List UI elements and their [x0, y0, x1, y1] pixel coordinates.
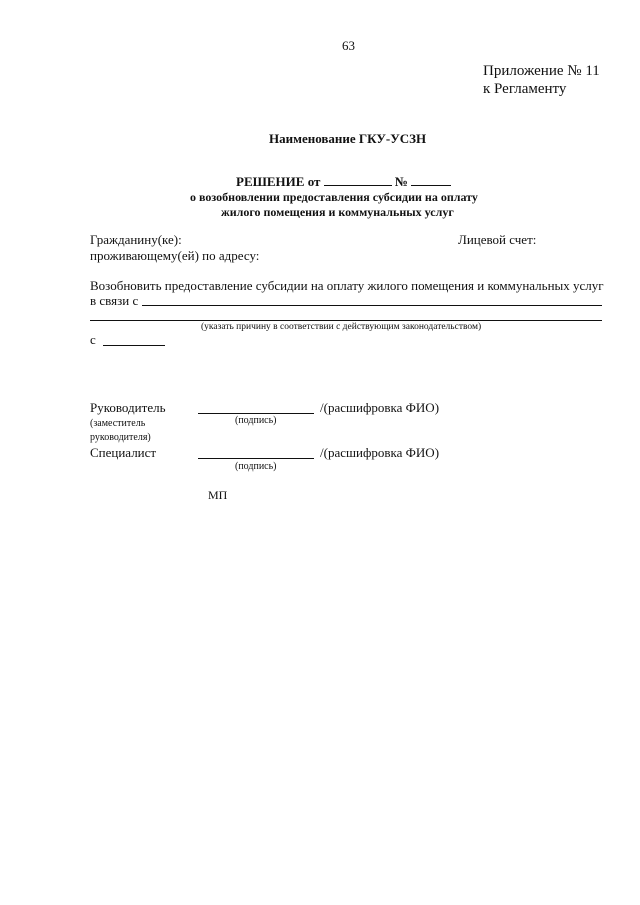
- appendix-line2: к Регламенту: [483, 81, 567, 97]
- resume-text: Возобновить предоставление субсидии на оплату жилого помещения и коммунальных услуг: [90, 278, 604, 293]
- decision-date-blank: [324, 185, 392, 186]
- head-signature-hint: (подпись): [235, 415, 277, 426]
- decision-title: [236, 174, 451, 190]
- address-label: проживающему(ей) по адресу:: [90, 248, 260, 263]
- decision-number-blank: [411, 185, 451, 186]
- decision-subtitle-2: жилого помещения и коммунальных услуг: [221, 205, 454, 219]
- appendix-line1: Приложение № 11: [483, 63, 600, 79]
- decision-title-prefix: РЕШЕНИЕ от: [236, 174, 321, 189]
- decision-number-sign: №: [394, 174, 408, 189]
- reason-hint: (указать причину в соответствии с действующим законодательством): [201, 322, 482, 332]
- date-blank: [103, 345, 165, 346]
- org-name: Наименование ГКУ-УСЗН: [269, 131, 427, 146]
- account-label: Лицевой счет:: [458, 232, 537, 247]
- specialist-signature-hint: (подпись): [235, 461, 277, 472]
- page-number: 63: [342, 38, 355, 53]
- date-prefix: с: [90, 332, 96, 347]
- reason-blank-1: [142, 305, 602, 306]
- specialist-signature-line: [198, 458, 314, 459]
- head-label: Руководитель: [90, 400, 166, 415]
- deputy-label-2: руководителя): [90, 432, 151, 443]
- reason-prefix: в связи с: [90, 293, 139, 308]
- reason-blank-2: [90, 320, 602, 321]
- head-signature-line: [198, 413, 314, 414]
- deputy-label-1: (заместитель: [90, 418, 146, 429]
- head-name-hint: /(расшифровка ФИО): [320, 400, 440, 415]
- decision-subtitle-1: о возобновлении предоставления субсидии на оплату: [190, 190, 478, 204]
- stamp-place: МП: [208, 488, 228, 502]
- citizen-label: Гражданину(ке):: [90, 232, 182, 247]
- specialist-name-hint: /(расшифровка ФИО): [320, 445, 440, 460]
- specialist-label: Специалист: [90, 445, 157, 460]
